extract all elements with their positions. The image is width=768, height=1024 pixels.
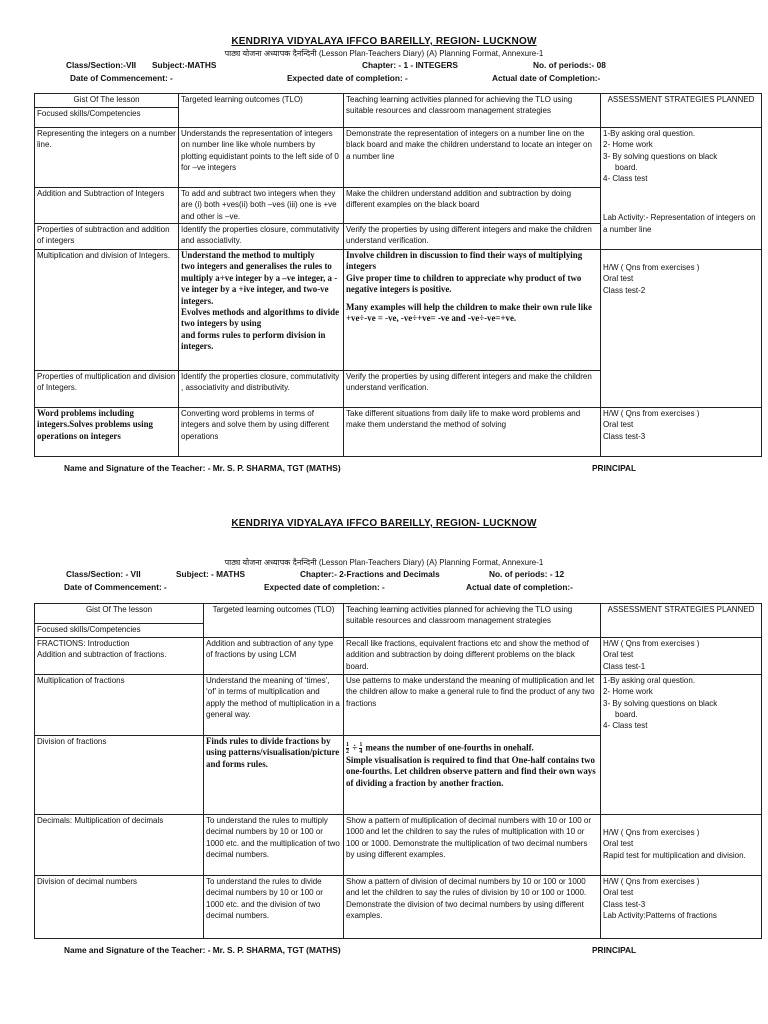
gist-cell: Word problems including integers.Solves problems using operations on integers [35, 408, 179, 457]
date-of-commencement: Date of Commencement: - [64, 582, 167, 592]
activity-cell [344, 736, 601, 815]
activity-cell: Take different situations from daily life to make word problems and make them understand the method of solving [344, 408, 601, 457]
gist-line: FRACTIONS: Introduction [37, 639, 130, 648]
assessment-line: 1-By asking oral question. [603, 129, 696, 138]
activity-cell: Show a pattern of division of decimal numbers by 10 or 100 or 1000 and let the children to say the rules of division by 10 or 100 or 1000. Demonstrate the division of two decimal numbers by using different examples. [344, 876, 601, 939]
school-title: KENDRIYA VIDYALAYA IFFCO BAREILLY, REGION- LUCKNOW [231, 36, 537, 47]
subject: Subject:-MATHS [152, 60, 217, 70]
assessment-line: H/W ( Qns from exercises ) [603, 263, 700, 272]
tlo-line: Evolves methods and algorithms to divide two integers by using [181, 307, 340, 329]
header-focused-skills: Focused skills/Competencies [35, 624, 204, 638]
assessment-cell [601, 675, 762, 815]
date-of-commencement: Date of Commencement: - [70, 73, 173, 83]
activity-cell [344, 250, 601, 371]
assessment-line: H/W ( Qns from exercises ) [603, 639, 700, 648]
activity-cell: Recall like fractions, equivalent fractions etc and show the method of addition and subtraction by doing different problems on the black board. [344, 638, 601, 675]
table-row [35, 876, 762, 939]
tlo-cell: Finds rules to divide fractions by using patterns/visualisation/picture and forms rules. [204, 736, 344, 815]
gist-line: Addition and subtraction of fractions. [37, 650, 167, 660]
assessment-cell [601, 408, 762, 457]
assessment-line: H/W ( Qns from exercises ) [603, 877, 700, 886]
lab-activity: Lab Activity:- Representation of integers on a number line [603, 213, 756, 234]
assessment-line: Oral test [603, 420, 634, 430]
tlo-line: two integers and generalises the rules to multiply a+ve integer by a –ve integer, a -ve integer by a +ive integer, and two-ve integers. [181, 261, 338, 306]
activity-line-with-fractions [346, 742, 598, 755]
class-section: Class/Section:-VII [66, 60, 137, 70]
tlo-line: Understand the method to multiply [181, 250, 315, 260]
tlo-cell: Addition and subtraction of any type of fractions by using LCM [204, 638, 344, 675]
expected-completion: Expected date of completion: - [264, 582, 385, 592]
fraction-one-fourth: $\frac{1}{4}$ [359, 742, 363, 755]
assessment-line: board. [615, 162, 638, 172]
assessment-line: 2- Home work [603, 687, 653, 697]
assessment-line: board. [615, 709, 638, 719]
assessment-line: 4- Class test [603, 174, 648, 184]
activity-cell: Show a pattern of multiplication of decimal numbers with 10 or 100 or 1000 and let the children to say the rules of multiplication with 10 or 100 or 1000. Demonstrate the multiplication of two decimal numbers by using different examples. [344, 815, 601, 876]
tlo-cell: Identify the properties closure, commutativity and associativity. [179, 224, 344, 250]
header-activities: Teaching learning activities planned for achieving the TLO using suitable resources and classroom management strategies [344, 94, 601, 128]
lesson-plan-fractions [0, 518, 768, 955]
gist-cell: Multiplication of fractions [35, 675, 204, 736]
lesson-plan-integers [0, 36, 768, 473]
chapter: Chapter: - 1 - INTEGERS [362, 60, 458, 70]
activity-paragraph: Give proper time to children to appreciate why product of two negative integers is positive. [346, 272, 582, 295]
assessment-line: 3- By solving questions on black [603, 151, 718, 161]
assessment-line: 3- By solving questions on black [603, 698, 718, 708]
table-row [35, 815, 762, 876]
table-row [35, 675, 762, 736]
assessment-cell [601, 128, 762, 250]
meta-row-1 [0, 568, 768, 581]
school-title: KENDRIYA VIDYALAYA IFFCO BAREILLY, REGION- LUCKNOW [231, 518, 537, 529]
tlo-cell: To understand the rules to divide decimal numbers by 10 or 100 or 1000 etc. and the division of two decimal numbers. [204, 876, 344, 939]
assessment-line: Oral test [603, 274, 634, 284]
header-tlo: Targeted learning outcomes (TLO) [179, 94, 344, 128]
table-row [35, 638, 762, 675]
assessment-line: Oral test [603, 839, 634, 849]
header-gist: Gist Of The lesson [35, 94, 179, 108]
activity-cell: Make the children understand addition and subtraction by doing different examples on the black board [344, 188, 601, 224]
tlo-cell: Converting word problems in terms of integers and solve them by using different operations [179, 408, 344, 457]
header-tlo: Targeted learning outcomes (TLO) [204, 604, 344, 638]
assessment-line: Lab Activity:Patterns of fractions [603, 910, 717, 920]
header-gist: Gist Of The lesson [35, 604, 204, 624]
assessment-line: Class test-2 [603, 285, 646, 295]
activity-paragraph: Many examples will help the children to make their own rule like +ve÷-ve = -ve, -ve÷+ve= -ve and -ve÷-ve=+ve. [346, 301, 592, 324]
header-focused-skills: Focused skills/Competencies [35, 108, 179, 128]
teacher-signature: Name and Signature of the Teacher: - Mr. S. P. SHARMA, TGT (MATHS) [64, 945, 341, 955]
tlo-cell [179, 250, 344, 371]
activity-cell: Use patterns to make understand the meaning of multiplication and let the children allow to make a general rule to find the product of any two fractions [344, 675, 601, 736]
principal-label: PRINCIPAL [592, 463, 637, 473]
activity-cell: Verify the properties by using different integers and make the children understand verification. [344, 371, 601, 408]
fraction-one-half: $\frac{1}{2}$ [346, 742, 349, 755]
tlo-cell: To add and subtract two integers when they are (i) both +ves(ii) both –ves (iii) one is +ve and other is –ve. [179, 188, 344, 224]
gist-cell: Addition and Subtraction of Integers [35, 188, 179, 224]
divide-sign: ÷ [352, 742, 358, 753]
header-assessment: ASSESSMENT STRATEGIES PLANNED [601, 604, 762, 638]
gist-cell [35, 638, 204, 675]
assessment-cell [601, 638, 762, 675]
assessment-line: Class test-3 [603, 899, 646, 909]
actual-completion: Actual date of Completion:- [492, 73, 601, 83]
gist-cell: Decimals: Multiplication of decimals [35, 815, 204, 876]
assessment-cell [601, 815, 762, 876]
table-header-row [35, 94, 762, 108]
table-row [35, 250, 762, 371]
subject: Subject: - MATHS [176, 569, 245, 579]
actual-completion: Actual date of completion:- [466, 582, 573, 592]
gist-cell: Multiplication and division of Integers. [35, 250, 179, 371]
chapter: Chapter:- 2-Fractions and Decimals [300, 569, 440, 579]
activity-cell: Verify the properties by using different integers and make the children understand verification. [344, 224, 601, 250]
number-of-periods: No. of periods: - 12 [489, 569, 565, 579]
form-subtitle: पाठ्य योजना अध्यापक दैनन्दिनी (Lesson Plan-Teachers Diary) (A) Planning Format, Annexure-1 [224, 49, 544, 58]
class-section: Class/Section: - VII [66, 569, 141, 579]
assessment-line: H/W ( Qns from exercises ) [603, 828, 700, 837]
gist-cell: Properties of subtraction and addition of integers [35, 224, 179, 250]
gist-cell: Division of decimal numbers [35, 876, 204, 939]
tlo-line: and forms rules to perform division in integers. [181, 329, 326, 352]
table-row [35, 128, 762, 188]
assessment-line: 1-By asking oral question. [603, 676, 696, 685]
header-activities: Teaching learning activities planned for achieving the TLO using suitable resources and classroom management strategies [344, 604, 601, 638]
meta-row-1 [0, 59, 768, 72]
header-assessment: ASSESSMENT STRATEGIES PLANNED [601, 94, 762, 128]
principal-label: PRINCIPAL [592, 945, 637, 955]
gist-cell: Properties of multiplication and division of Integers. [35, 371, 179, 408]
assessment-line: Oral test [603, 650, 634, 660]
assessment-line: Rapid test for multiplication and division. [603, 850, 746, 860]
activity-text: means the number of one-fourths in onehalf. [365, 742, 534, 753]
assessment-cell [601, 250, 762, 408]
assessment-line: 4- Class test [603, 721, 648, 731]
lesson-plan-table [34, 603, 762, 939]
assessment-cell [601, 876, 762, 939]
gist-cell: Representing the integers on a number line. [35, 128, 179, 188]
lesson-plan-table [34, 93, 762, 457]
assessment-line: Class test-1 [603, 661, 646, 671]
assessment-line: Oral test [603, 888, 634, 898]
activity-paragraph: Involve children in discussion to find their ways of multiplying integers [346, 250, 583, 272]
meta-row-2 [0, 581, 768, 594]
assessment-line: 2- Home work [603, 140, 653, 150]
meta-row-2 [0, 72, 768, 85]
tlo-cell: To understand the rules to multiply decimal numbers by 10 or 100 or 1000 etc. and the multiplication of two decimal numbers. [204, 815, 344, 876]
table-header-row [35, 604, 762, 624]
teacher-signature: Name and Signature of the Teacher: - Mr. S. P. SHARMA, TGT (MATHS) [64, 463, 341, 473]
form-subtitle: पाठ्य योजना अध्यापक दैनन्दिनी (Lesson Plan-Teachers Diary) (A) Planning Format, Annexure-1 [224, 558, 544, 567]
tlo-cell: Identify the properties closure, commutativity , associativity and distributivity. [179, 371, 344, 408]
assessment-line: H/W ( Qns from exercises ) [603, 409, 700, 418]
table-row [35, 408, 762, 457]
gist-cell: Division of fractions [35, 736, 204, 815]
activity-cell: Demonstrate the representation of integers on a number line on the black board and make the children understand to locate an integer on a number line [344, 128, 601, 188]
assessment-line: Class test-3 [603, 431, 646, 441]
tlo-cell: Understand the meaning of ‘times’, ‘of’ in terms of multiplication and apply the method of multiplication in a general way. [204, 675, 344, 736]
tlo-cell: Understands the representation of integers on number line like whole numbers by plotting equidistant points to the left side of 0 for –ve integers [179, 128, 344, 188]
activity-paragraph: Simple visualisation is required to find that One-half contains two one-fourths. Let children observe pattern and find their own ways of dividing a fraction by another fraction. [346, 755, 596, 788]
expected-completion: Expected date of completion: - [287, 73, 408, 83]
number-of-periods: No. of periods:- 08 [533, 60, 606, 70]
